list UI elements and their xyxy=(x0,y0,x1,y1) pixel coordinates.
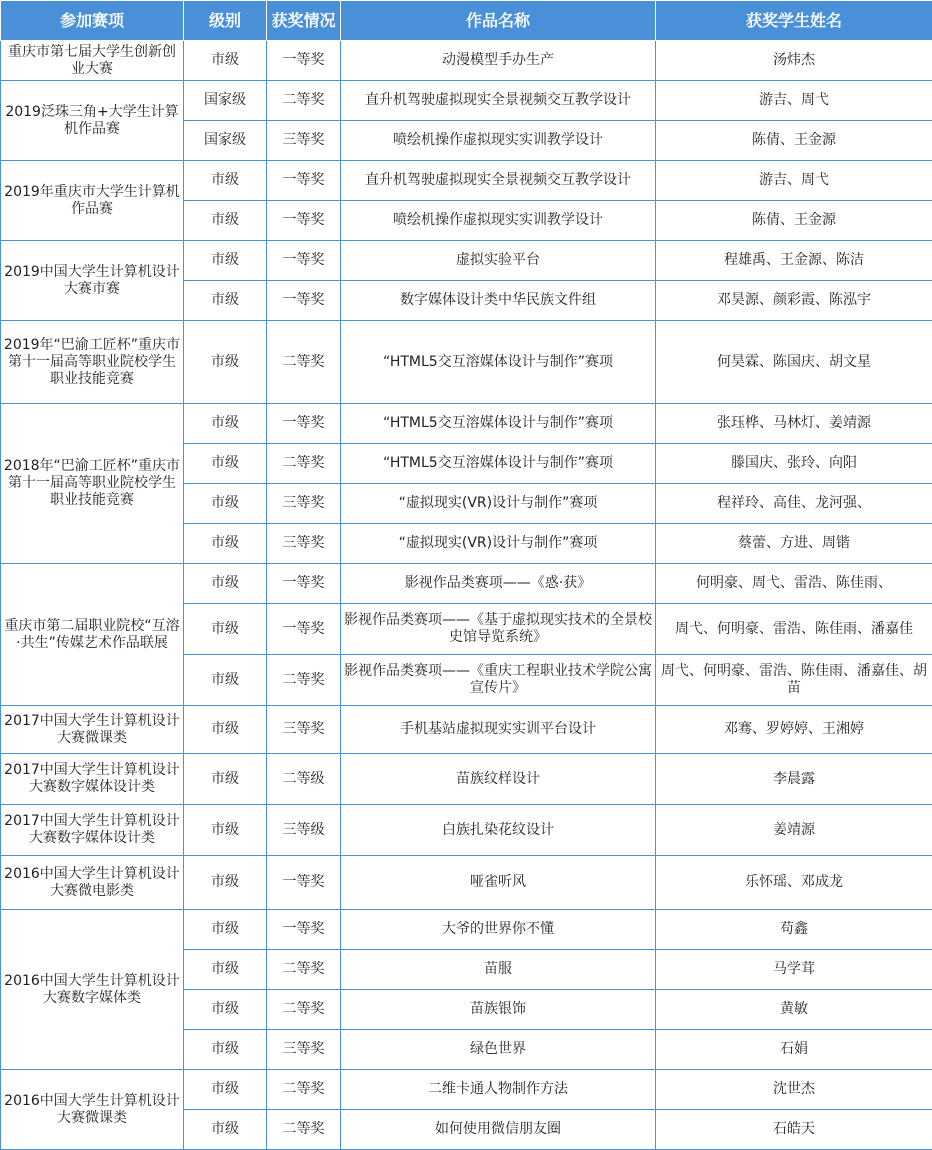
table-row xyxy=(1,41,932,81)
award-cell: 一等奖 xyxy=(267,241,341,281)
students-cell: 汤炜杰 xyxy=(656,41,932,81)
work-cell: 苗族纹样设计 xyxy=(341,754,656,805)
level-cell: 市级 xyxy=(184,241,267,281)
level-cell: 市级 xyxy=(184,1110,267,1150)
level-cell: 市级 xyxy=(184,805,267,856)
table-row xyxy=(1,241,932,281)
table-row xyxy=(1,910,932,950)
award-cell: 三等奖 xyxy=(267,484,341,524)
award-cell: 三等奖 xyxy=(267,706,341,754)
students-cell: 苟鑫 xyxy=(656,910,932,950)
level-cell: 市级 xyxy=(184,201,267,241)
award-cell: 二等奖 xyxy=(267,444,341,484)
table-row xyxy=(1,161,932,201)
level-cell: 市级 xyxy=(184,564,267,604)
competition-cell: 2019年“巴渝工匠杯”重庆市第十一届高等职业院校学生职业技能竞赛 xyxy=(1,321,184,404)
award-cell: 三等级 xyxy=(267,805,341,856)
table-row xyxy=(1,706,932,754)
award-cell: 二等奖 xyxy=(267,81,341,121)
level-cell: 市级 xyxy=(184,655,267,706)
award-cell: 三等奖 xyxy=(267,121,341,161)
work-cell: 虚拟实验平台 xyxy=(341,241,656,281)
header-competition: 参加赛项 xyxy=(1,1,184,41)
competition-cell: 2019年重庆市大学生计算机作品赛 xyxy=(1,161,184,241)
work-cell: 白族扎染花纹设计 xyxy=(341,805,656,856)
level-cell: 市级 xyxy=(184,754,267,805)
level-cell: 市级 xyxy=(184,41,267,81)
work-cell: 苗服 xyxy=(341,950,656,990)
level-cell: 市级 xyxy=(184,856,267,910)
level-cell: 市级 xyxy=(184,444,267,484)
work-cell: “HTML5交互溶媒体设计与制作”赛项 xyxy=(341,444,656,484)
award-cell: 一等奖 xyxy=(267,404,341,444)
award-cell: 一等奖 xyxy=(267,604,341,655)
level-cell: 市级 xyxy=(184,604,267,655)
students-cell: 石娟 xyxy=(656,1030,932,1070)
competition-cell: 2019中国大学生计算机设计大赛市赛 xyxy=(1,241,184,321)
level-cell: 市级 xyxy=(184,404,267,444)
students-cell: 石皓天 xyxy=(656,1110,932,1150)
work-cell: “虚拟现实(VR)设计与制作”赛项 xyxy=(341,524,656,564)
work-cell: 手机基站虚拟现实实训平台设计 xyxy=(341,706,656,754)
students-cell: 周弋、何明豪、雷浩、陈佳雨、潘嘉佳 xyxy=(656,604,932,655)
competition-cell: 重庆市第七届大学生创新创业大赛 xyxy=(1,41,184,81)
award-cell: 三等奖 xyxy=(267,1030,341,1070)
award-cell: 二等奖 xyxy=(267,950,341,990)
competition-cell: 2019泛珠三角+大学生计算机作品赛 xyxy=(1,81,184,161)
students-cell: 游吉、周弋 xyxy=(656,161,932,201)
work-cell: 苗族银饰 xyxy=(341,990,656,1030)
students-cell: 程雄禹、王金源、陈洁 xyxy=(656,241,932,281)
award-cell: 二等奖 xyxy=(267,321,341,404)
students-cell: 李晨露 xyxy=(656,754,932,805)
table-row xyxy=(1,404,932,444)
competition-cell: 2017中国大学生计算机设计大赛微课类 xyxy=(1,706,184,754)
work-cell: 喷绘机操作虚拟现实实训教学设计 xyxy=(341,201,656,241)
award-cell: 一等奖 xyxy=(267,856,341,910)
header-level: 级别 xyxy=(184,1,267,41)
award-cell: 一等奖 xyxy=(267,281,341,321)
level-cell: 市级 xyxy=(184,990,267,1030)
students-cell: 邓骞、罗婷婷、王湘婷 xyxy=(656,706,932,754)
header-row xyxy=(1,1,932,41)
competition-cell: 重庆市第二届职业院校“互溶·共生”传媒艺术作品联展 xyxy=(1,564,184,706)
award-cell: 二等级 xyxy=(267,754,341,805)
students-cell: 何昊霖、陈国庆、胡文星 xyxy=(656,321,932,404)
award-cell: 二等奖 xyxy=(267,1110,341,1150)
students-cell: 蔡蕾、方进、周锴 xyxy=(656,524,932,564)
work-cell: “HTML5交互溶媒体设计与制作”赛项 xyxy=(341,404,656,444)
work-cell: 二维卡通人物制作方法 xyxy=(341,1070,656,1110)
students-cell: 周弋、何明豪、雷浩、陈佳雨、潘嘉佳、胡苗 xyxy=(656,655,932,706)
header-award: 获奖情况 xyxy=(267,1,341,41)
level-cell: 市级 xyxy=(184,950,267,990)
work-cell: “HTML5交互溶媒体设计与制作”赛项 xyxy=(341,321,656,404)
work-cell: 绿色世界 xyxy=(341,1030,656,1070)
level-cell: 市级 xyxy=(184,706,267,754)
work-cell: 喷绘机操作虚拟现实实训教学设计 xyxy=(341,121,656,161)
work-cell: 直升机驾驶虚拟现实全景视频交互教学设计 xyxy=(341,161,656,201)
level-cell: 市级 xyxy=(184,524,267,564)
competition-cell: 2016中国大学生计算机设计大赛数字媒体类 xyxy=(1,910,184,1070)
award-cell: 一等奖 xyxy=(267,201,341,241)
table-row xyxy=(1,321,932,404)
table-row xyxy=(1,81,932,121)
work-cell: “虚拟现实(VR)设计与制作”赛项 xyxy=(341,484,656,524)
award-cell: 一等奖 xyxy=(267,161,341,201)
students-cell: 滕国庆、张玲、向阳 xyxy=(656,444,932,484)
students-cell: 邓昊源、颜彩霞、陈泓宇 xyxy=(656,281,932,321)
level-cell: 市级 xyxy=(184,910,267,950)
competition-cell: 2016中国大学生计算机设计大赛微课类 xyxy=(1,1070,184,1150)
level-cell: 市级 xyxy=(184,1030,267,1070)
level-cell: 市级 xyxy=(184,161,267,201)
students-cell: 程祥玲、高佳、龙河强、 xyxy=(656,484,932,524)
students-cell: 张珏桦、马林灯、姜靖源 xyxy=(656,404,932,444)
students-cell: 陈倩、王金源 xyxy=(656,201,932,241)
level-cell: 市级 xyxy=(184,281,267,321)
table-row xyxy=(1,1070,932,1110)
work-cell: 动漫模型手办生产 xyxy=(341,41,656,81)
work-cell: 数字媒体设计类中华民族文件组 xyxy=(341,281,656,321)
award-cell: 一等奖 xyxy=(267,564,341,604)
work-cell: 影视作品类赛项——《惑·获》 xyxy=(341,564,656,604)
award-cell: 一等奖 xyxy=(267,910,341,950)
students-cell: 姜靖源 xyxy=(656,805,932,856)
award-cell: 一等奖 xyxy=(267,41,341,81)
level-cell: 市级 xyxy=(184,1070,267,1110)
level-cell: 国家级 xyxy=(184,121,267,161)
header-work: 作品名称 xyxy=(341,1,656,41)
award-cell: 二等奖 xyxy=(267,990,341,1030)
competition-cell: 2017中国大学生计算机设计大赛数字媒体设计类 xyxy=(1,754,184,805)
level-cell: 市级 xyxy=(184,484,267,524)
level-cell: 国家级 xyxy=(184,81,267,121)
award-cell: 二等奖 xyxy=(267,655,341,706)
competition-cell: 2016中国大学生计算机设计大赛微电影类 xyxy=(1,856,184,910)
students-cell: 黄敏 xyxy=(656,990,932,1030)
students-cell: 何明豪、周弋、雷浩、陈佳雨、 xyxy=(656,564,932,604)
competition-cell: 2018年“巴渝工匠杯”重庆市第十一届高等职业院校学生职业技能竞赛 xyxy=(1,404,184,564)
work-cell: 影视作品类赛项——《重庆工程职业技术学院公寓宣传片》 xyxy=(341,655,656,706)
students-cell: 乐怀瑶、邓成龙 xyxy=(656,856,932,910)
table-row xyxy=(1,754,932,805)
competition-cell: 2017中国大学生计算机设计大赛数字媒体设计类 xyxy=(1,805,184,856)
work-cell: 直升机驾驶虚拟现实全景视频交互教学设计 xyxy=(341,81,656,121)
students-cell: 沈世杰 xyxy=(656,1070,932,1110)
work-cell: 影视作品类赛项——《基于虚拟现实技术的全景校史馆导览系统》 xyxy=(341,604,656,655)
award-cell: 三等奖 xyxy=(267,524,341,564)
work-cell: 哑雀听风 xyxy=(341,856,656,910)
level-cell: 市级 xyxy=(184,321,267,404)
students-cell: 陈倩、王金源 xyxy=(656,121,932,161)
work-cell: 大爷的世界你不懂 xyxy=(341,910,656,950)
award-cell: 二等奖 xyxy=(267,1070,341,1110)
table-row xyxy=(1,856,932,910)
table-row xyxy=(1,805,932,856)
table-row xyxy=(1,564,932,604)
work-cell: 如何使用微信朋友圈 xyxy=(341,1110,656,1150)
students-cell: 马学茸 xyxy=(656,950,932,990)
table-body xyxy=(1,41,932,1150)
header-students: 获奖学生姓名 xyxy=(656,1,932,41)
students-cell: 游吉、周弋 xyxy=(656,81,932,121)
